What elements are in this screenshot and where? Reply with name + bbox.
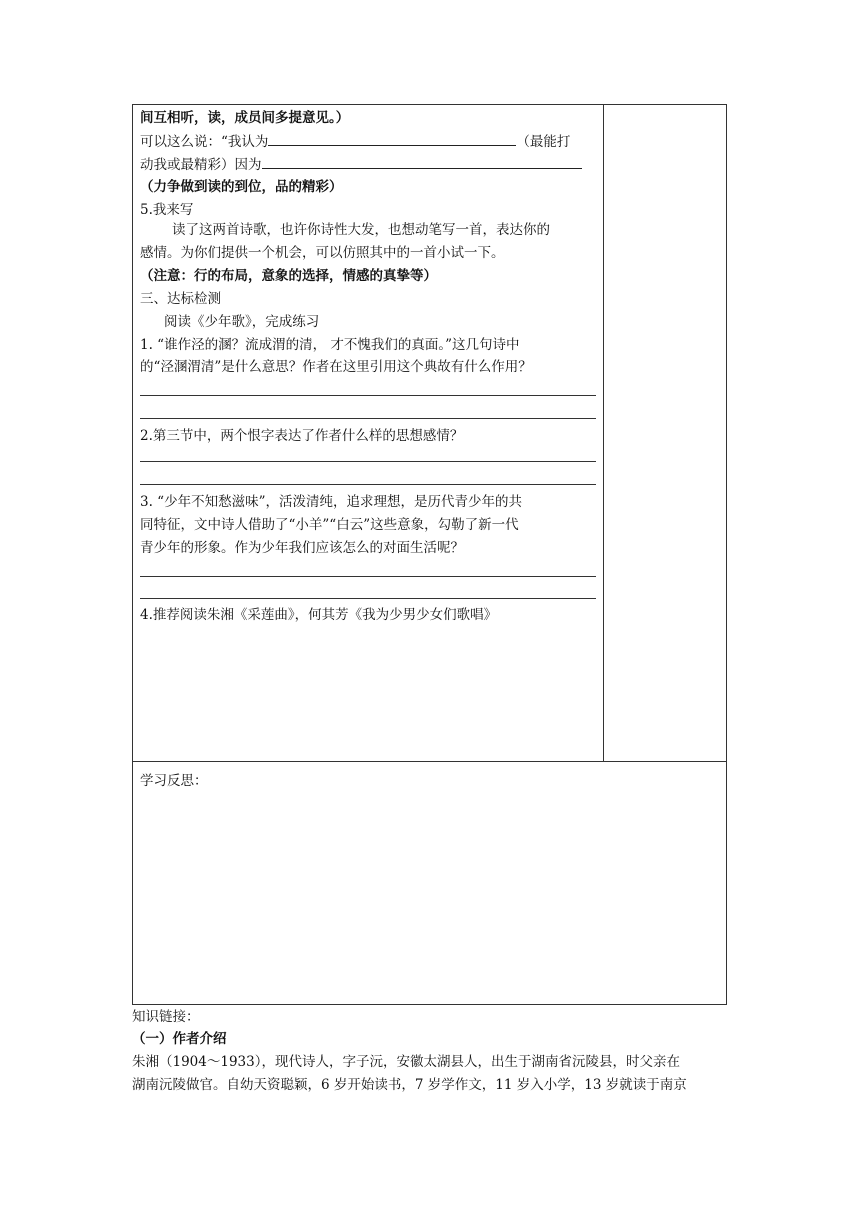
section-heading: 三、达标检测 xyxy=(140,291,221,307)
text-fragment: 动我或最精彩）因为 xyxy=(140,157,262,173)
question-1: 1. “谁作泾的溷？流成渭的清， 才不愧我们的真面。”这几句诗中 xyxy=(140,337,520,353)
answer-line[interactable] xyxy=(140,395,596,396)
text-line: 间互相听，读，成员间多提意见。） xyxy=(140,110,350,126)
blank-line[interactable] xyxy=(262,154,582,169)
text-line: 感情。为你们提供一个机会，可以仿照其中的一首小试一下。 xyxy=(140,245,505,261)
knowledge-heading: 知识链接： xyxy=(132,1009,200,1025)
text-fragment: （最能打 xyxy=(516,134,571,150)
question-2: 2.第三节中，两个恨字表达了作者什么样的思想感情？ xyxy=(140,428,464,444)
reflection-cell xyxy=(132,761,727,1005)
author-intro-heading: （一）作者介绍 xyxy=(132,1031,227,1047)
text-line: 读了这两首诗歌，也许你诗性大发，也想动笔写一首，表达你的 xyxy=(172,222,550,238)
reflection-label: 学习反思： xyxy=(140,773,208,789)
author-intro-text: 朱湘（1904～1933），现代诗人，字子沅，安徽太湖县人，出生于湖南省沅陵县，时父亲在 xyxy=(132,1054,680,1070)
text-line: （注意：行的布局，意象的选择，情感的真挚等） xyxy=(140,268,437,284)
question-4: 4.推荐阅读朱湘《采莲曲》，何其芳《我为少男少女们歌唱》 xyxy=(140,607,498,623)
question-3-cont: 青少年的形象。作为少年我们应该怎么的对面生活呢？ xyxy=(140,540,464,556)
answer-line[interactable] xyxy=(140,418,596,419)
answer-line[interactable] xyxy=(140,598,596,599)
section-heading: 5.我来写 xyxy=(140,202,194,218)
question-1-cont: 的“泾溷渭清”是什么意思？作者在这里引用这个典故有什么作用？ xyxy=(140,359,532,375)
text-line xyxy=(140,131,570,152)
answer-line[interactable] xyxy=(140,461,596,462)
question-3-cont: 同特征，文中诗人借助了“小羊”“白云”这些意象，勾勒了新一代 xyxy=(140,517,519,533)
text-line: 阅读《少年歌》，完成练习 xyxy=(164,314,320,330)
author-intro-text: 湖南沅陵做官。自幼天资聪颖，6 岁开始读书，7 岁学作文，11 岁入小学，13 岁就读于南京 xyxy=(132,1077,687,1093)
text-line xyxy=(140,154,582,175)
answer-line[interactable] xyxy=(140,484,596,485)
text-fragment: 可以这么说：“我认为 xyxy=(140,134,269,150)
question-3: 3. “少年不知愁滋味”，活泼清纯，追求理想，是历代青少年的共 xyxy=(140,494,522,510)
side-table-cell xyxy=(603,104,727,762)
blank-line[interactable] xyxy=(268,131,516,146)
text-line: （力争做到读的到位，品的精彩） xyxy=(140,179,343,195)
answer-line[interactable] xyxy=(140,576,596,577)
